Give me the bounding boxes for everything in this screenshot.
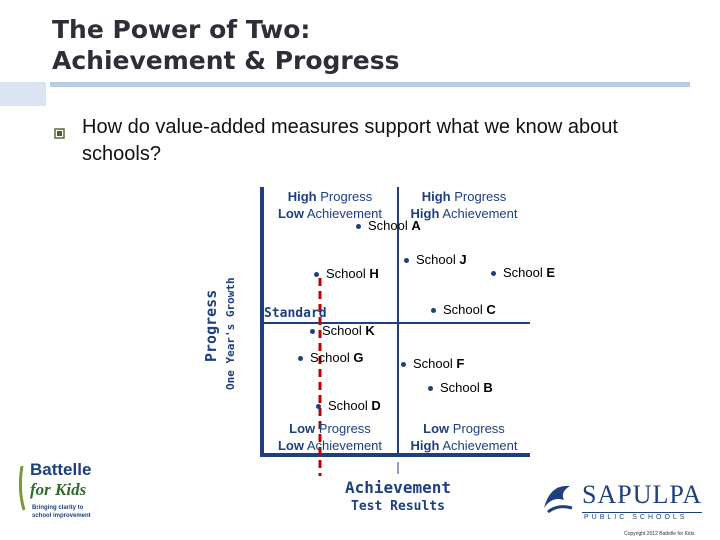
- dot-icon: [428, 386, 433, 391]
- logo-rule: [582, 512, 702, 513]
- question-text: How do value-added measures support what we know about schools?: [82, 116, 618, 165]
- y-axis-sublabel: One Year's Growth: [224, 277, 237, 390]
- logo-emblem-icon: [540, 478, 576, 518]
- quadrant-label-top-left: High Progress Low Achievement: [277, 189, 383, 221]
- school-f: School F: [401, 356, 464, 371]
- logo-tagline: Bringing clarity to school improvement: [32, 505, 91, 519]
- dot-icon: [404, 258, 409, 263]
- school-k: School K: [310, 323, 375, 338]
- sapulpa-logo: [540, 474, 710, 524]
- school-b: School B: [428, 380, 493, 395]
- quadrant-label-bottom-left: Low Progress Low Achievement: [277, 421, 383, 453]
- title-line-2: Achievement & Progress: [52, 46, 400, 75]
- logo-public-schools-text: PUBLIC SCHOOLS: [584, 514, 688, 521]
- school-c: School C: [431, 302, 496, 317]
- school-h: School H: [314, 266, 379, 281]
- dot-icon: [401, 362, 406, 367]
- dot-icon: [431, 308, 436, 313]
- y-axis-label: Progress: [202, 289, 220, 362]
- standard-label: Standard: [264, 306, 327, 321]
- dot-icon: [298, 356, 303, 361]
- logo-forkids-text: for Kids: [30, 480, 87, 499]
- school-j: School J: [404, 252, 467, 267]
- dot-icon: [314, 272, 319, 277]
- dot-icon: [316, 404, 321, 409]
- logo-battelle-text: Battelle: [30, 460, 92, 479]
- title-line-1: The Power of Two:: [52, 15, 311, 44]
- dot-icon: [491, 271, 496, 276]
- school-a: School A: [356, 218, 421, 233]
- logo-sapulpa-text: SAPULPA: [582, 480, 703, 509]
- copyright-text: Copyright 2012 Battelle for Kids: [624, 531, 695, 537]
- school-g: School G: [298, 350, 364, 365]
- battelle-for-kids-logo: [14, 460, 114, 530]
- dot-icon: [356, 224, 361, 229]
- quadrant-label-top-right: High Progress High Achievement: [410, 189, 518, 221]
- dot-icon: [310, 329, 315, 334]
- x-axis-sublabel: Test Results: [351, 499, 445, 514]
- school-d: School D: [316, 398, 381, 413]
- quadrant-label-bottom-right: Low Progress High Achievement: [410, 421, 518, 453]
- school-e: School E: [491, 265, 555, 280]
- x-axis-label: Achievement: [345, 478, 451, 497]
